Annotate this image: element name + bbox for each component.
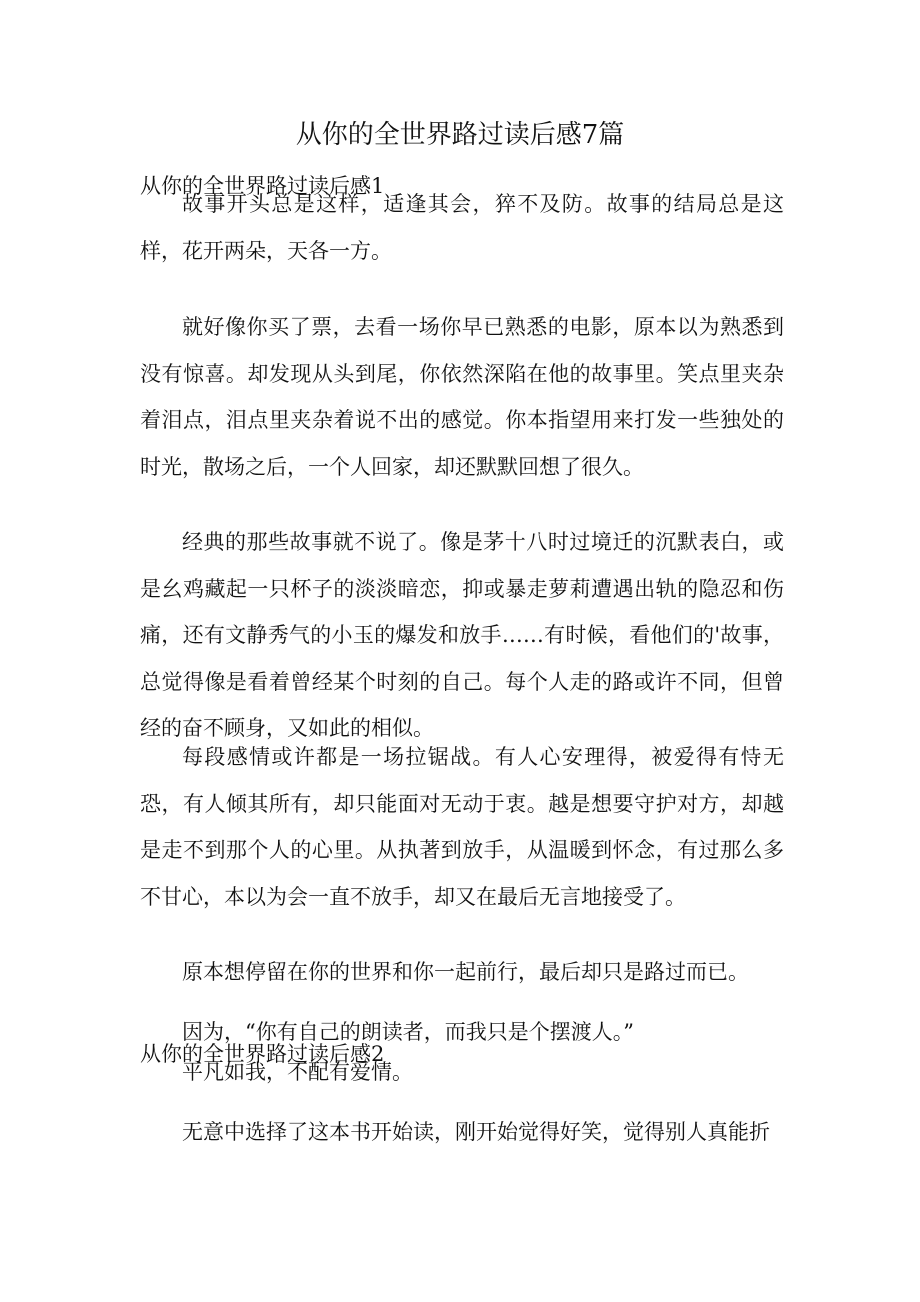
paragraph: 无意中选择了这本书开始读，刚开始觉得好笑，觉得别人真能折 bbox=[182, 1120, 770, 1144]
paragraph: 故事开头总是这样，适逢其会，猝不及防。故事的结局总是这样，花开两朵，天各一方。 bbox=[140, 192, 784, 263]
paragraph: 经典的那些故事就不说了。像是茅十八时过境迁的沉默表白，或是幺鸡藏起一只杯子的淡淡暗恋，抑或暴走萝莉遭遇出轨的隐忍和伤痛，还有文静秀气的小玉的爆发和放手……有时候，看他们的'故事，总觉得像是看着曾经某个时刻的自己。每个人走的路或许不同，但曾经的奋不顾身，又如此的相似。 bbox=[140, 530, 784, 740]
section-heading-2: 从你的全世界路过读后感2 bbox=[140, 1042, 385, 1066]
paragraph: 每段感情或许都是一场拉锯战。有人心安理得，被爱得有恃无恐，有人倾其所有，却只能面对无动于衷。越是想要守护对方，却越是走不到那个人的心里。从执著到放手，从温暖到怀念，有过那么多不甘心，本以为会一直不放手，却又在最后无言地接受了。 bbox=[140, 745, 784, 909]
paragraph: 就好像你买了票，去看一场你早已熟悉的电影，原本以为熟悉到没有惊喜。却发现从头到尾，你依然深陷在他的故事里。笑点里夹杂着泪点，泪点里夹杂着说不出的感觉。你本指望用来打发一些独处的时光，散场之后，一个人回家，却还默默回想了很久。 bbox=[140, 315, 784, 479]
paragraph: 因为，“你有自己的朗读者，而我只是个摆渡人。” bbox=[182, 1020, 634, 1044]
paragraph: 原本想停留在你的世界和你一起前行，最后却只是路过而已。 bbox=[182, 960, 749, 984]
section-heading-1: 从你的全世界路过读后感1 bbox=[140, 174, 385, 198]
paragraph: 平凡如我，不配有爱情。 bbox=[182, 1060, 413, 1084]
page-title: 从你的全世界路过读后感7篇 bbox=[295, 120, 625, 150]
